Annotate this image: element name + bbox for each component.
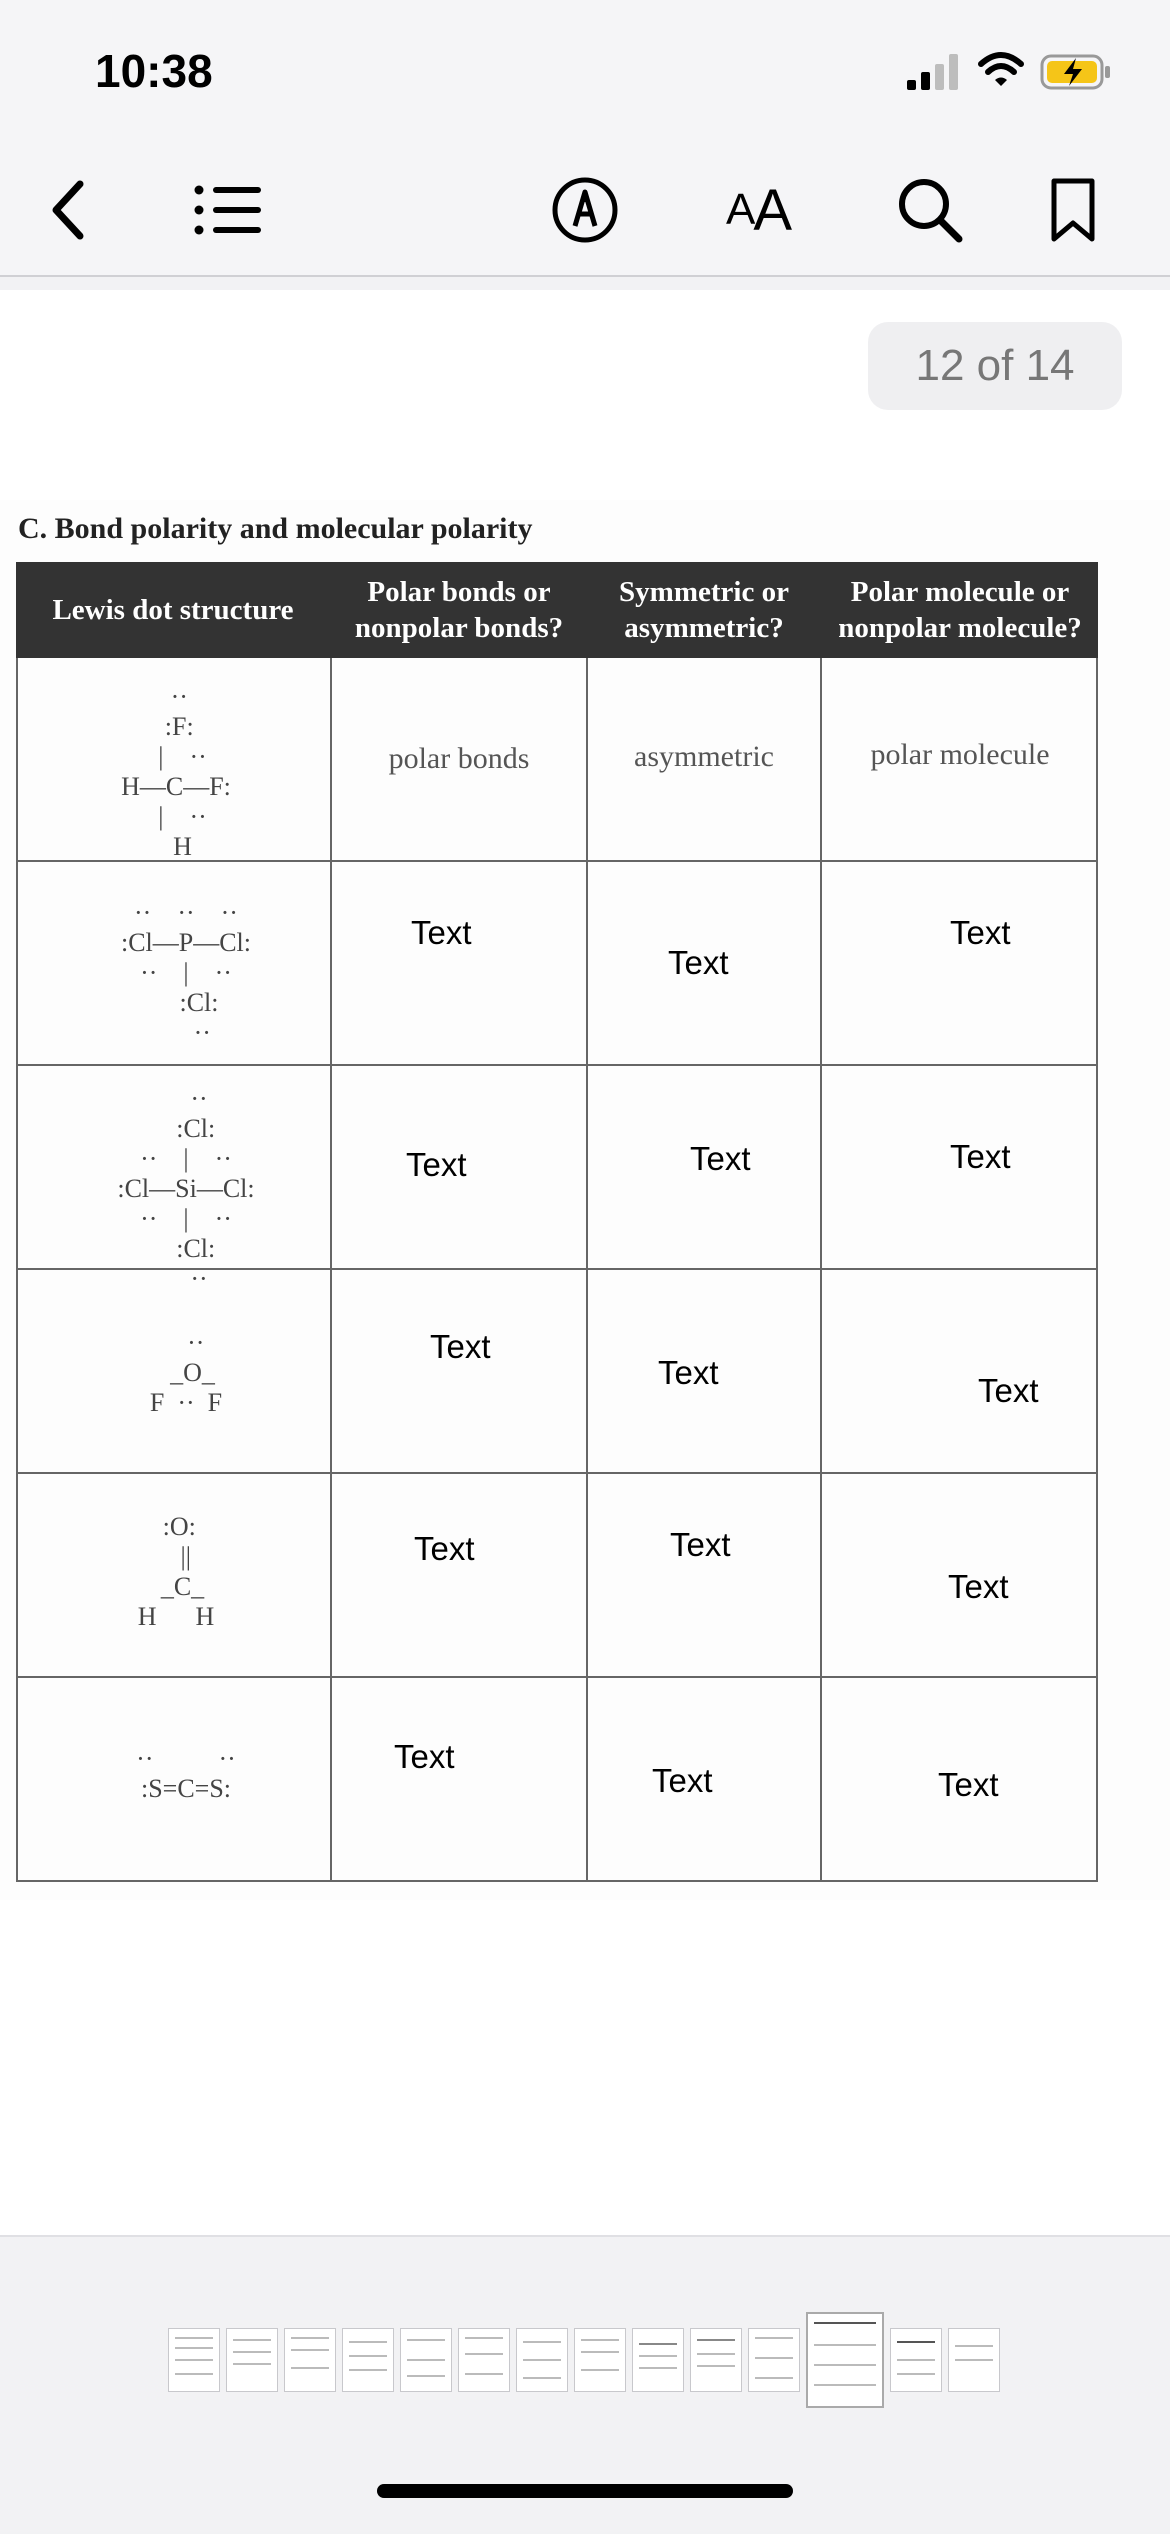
lewis-structure-ch2o: :O: || _C_ H H xyxy=(137,1512,215,1631)
table-divider xyxy=(586,658,588,1882)
page-thumbnails[interactable] xyxy=(168,2328,1000,2392)
contents-button[interactable] xyxy=(192,178,264,242)
answer-symmetry-4[interactable]: Text xyxy=(658,1354,719,1391)
text-size-button[interactable]: A A xyxy=(725,177,791,243)
back-button[interactable] xyxy=(38,178,98,242)
search-button[interactable] xyxy=(895,178,965,242)
thumbnail-page-13[interactable] xyxy=(890,2328,942,2392)
thumbnail-page-12-current[interactable] xyxy=(806,2312,884,2408)
section-title: C. Bond polarity and molecular polarity xyxy=(18,512,533,545)
wifi-icon xyxy=(978,50,1024,90)
answer-molecule-1: polar molecule xyxy=(870,738,1050,771)
home-indicator[interactable] xyxy=(377,2484,793,2498)
lewis-structure-pcl3: ·· ·· ·· :Cl—P—Cl: ·· | ·· :Cl: ·· xyxy=(120,898,252,1047)
table-border xyxy=(16,1880,1098,1882)
thumbnail-page-14[interactable] xyxy=(948,2328,1000,2392)
thumbnail-page-6[interactable] xyxy=(458,2328,510,2392)
thumbnail-page-10[interactable] xyxy=(690,2328,742,2392)
status-bar xyxy=(0,0,1170,140)
row-divider xyxy=(16,1472,1098,1474)
lewis-structure-sicl4: ·· :Cl: ·· | ·· :Cl—Si—Cl: ·· | ·· :Cl: ·· xyxy=(117,1084,255,1293)
pen-circle-icon xyxy=(551,176,619,244)
table-divider xyxy=(820,658,822,1882)
table-divider xyxy=(330,658,332,1882)
answer-symmetry-6[interactable]: Text xyxy=(652,1762,713,1799)
lewis-structure-of2: ·· _O_ F ·· F xyxy=(149,1328,223,1417)
table-border xyxy=(16,658,18,1882)
answer-bonds-2[interactable]: Text xyxy=(411,914,472,951)
thumbnail-page-7[interactable] xyxy=(516,2328,568,2392)
answer-symmetry-3[interactable]: Text xyxy=(690,1140,751,1177)
header-symmetry: Symmetric or asymmetric? xyxy=(619,576,789,644)
thumbnail-page-5[interactable] xyxy=(400,2328,452,2392)
answer-molecule-4[interactable]: Text xyxy=(978,1372,1039,1409)
answer-molecule-2[interactable]: Text xyxy=(950,914,1011,951)
polarity-table xyxy=(16,562,1098,1882)
header-molecule: Polar molecule or nonpolar molecule? xyxy=(838,576,1082,644)
thumbnail-page-2[interactable] xyxy=(226,2328,278,2392)
thumbnail-page-1[interactable] xyxy=(168,2328,220,2392)
answer-symmetry-2[interactable]: Text xyxy=(668,944,729,981)
reader-toolbar xyxy=(0,140,1170,277)
lewis-structure-cs2: ·· ·· :S=C=S: xyxy=(136,1744,236,1803)
thumbnail-page-8[interactable] xyxy=(574,2328,626,2392)
list-icon xyxy=(193,182,263,238)
bookmark-icon xyxy=(1050,177,1096,243)
page-counter: 12 of 14 xyxy=(868,322,1122,410)
battery-charging-icon xyxy=(1040,52,1112,92)
bookmark-button[interactable] xyxy=(1045,178,1101,242)
row-divider xyxy=(16,1676,1098,1678)
answer-molecule-5[interactable]: Text xyxy=(948,1568,1009,1605)
answer-molecule-3[interactable]: Text xyxy=(950,1138,1011,1175)
answer-symmetry-1: asymmetric xyxy=(634,740,774,773)
lewis-structure-ch3f: ·· :F: | ·· H—C—F: | ·· H xyxy=(121,682,231,861)
header-bonds: Polar bonds or nonpolar bonds? xyxy=(354,576,564,644)
row-divider xyxy=(16,1064,1098,1066)
thumbnail-page-3[interactable] xyxy=(284,2328,336,2392)
answer-bonds-1: polar bonds xyxy=(388,742,530,775)
thumbnail-page-9[interactable] xyxy=(632,2328,684,2392)
markup-button[interactable] xyxy=(550,178,620,242)
header-lewis: Lewis dot structure xyxy=(52,594,294,626)
thumbnail-page-4[interactable] xyxy=(342,2328,394,2392)
cellular-signal-icon xyxy=(905,52,965,92)
thumbnail-page-11[interactable] xyxy=(748,2328,800,2392)
answer-bonds-5[interactable]: Text xyxy=(414,1530,475,1567)
chevron-left-icon xyxy=(48,180,88,240)
answer-bonds-4[interactable]: Text xyxy=(430,1328,491,1365)
answer-molecule-6[interactable]: Text xyxy=(938,1766,999,1803)
answer-symmetry-5[interactable]: Text xyxy=(670,1526,731,1563)
status-time: 10:38 xyxy=(95,45,213,97)
table-border xyxy=(1096,658,1098,1882)
answer-bonds-6[interactable]: Text xyxy=(394,1738,455,1775)
answer-bonds-3[interactable]: Text xyxy=(406,1146,467,1183)
search-icon xyxy=(897,177,963,243)
